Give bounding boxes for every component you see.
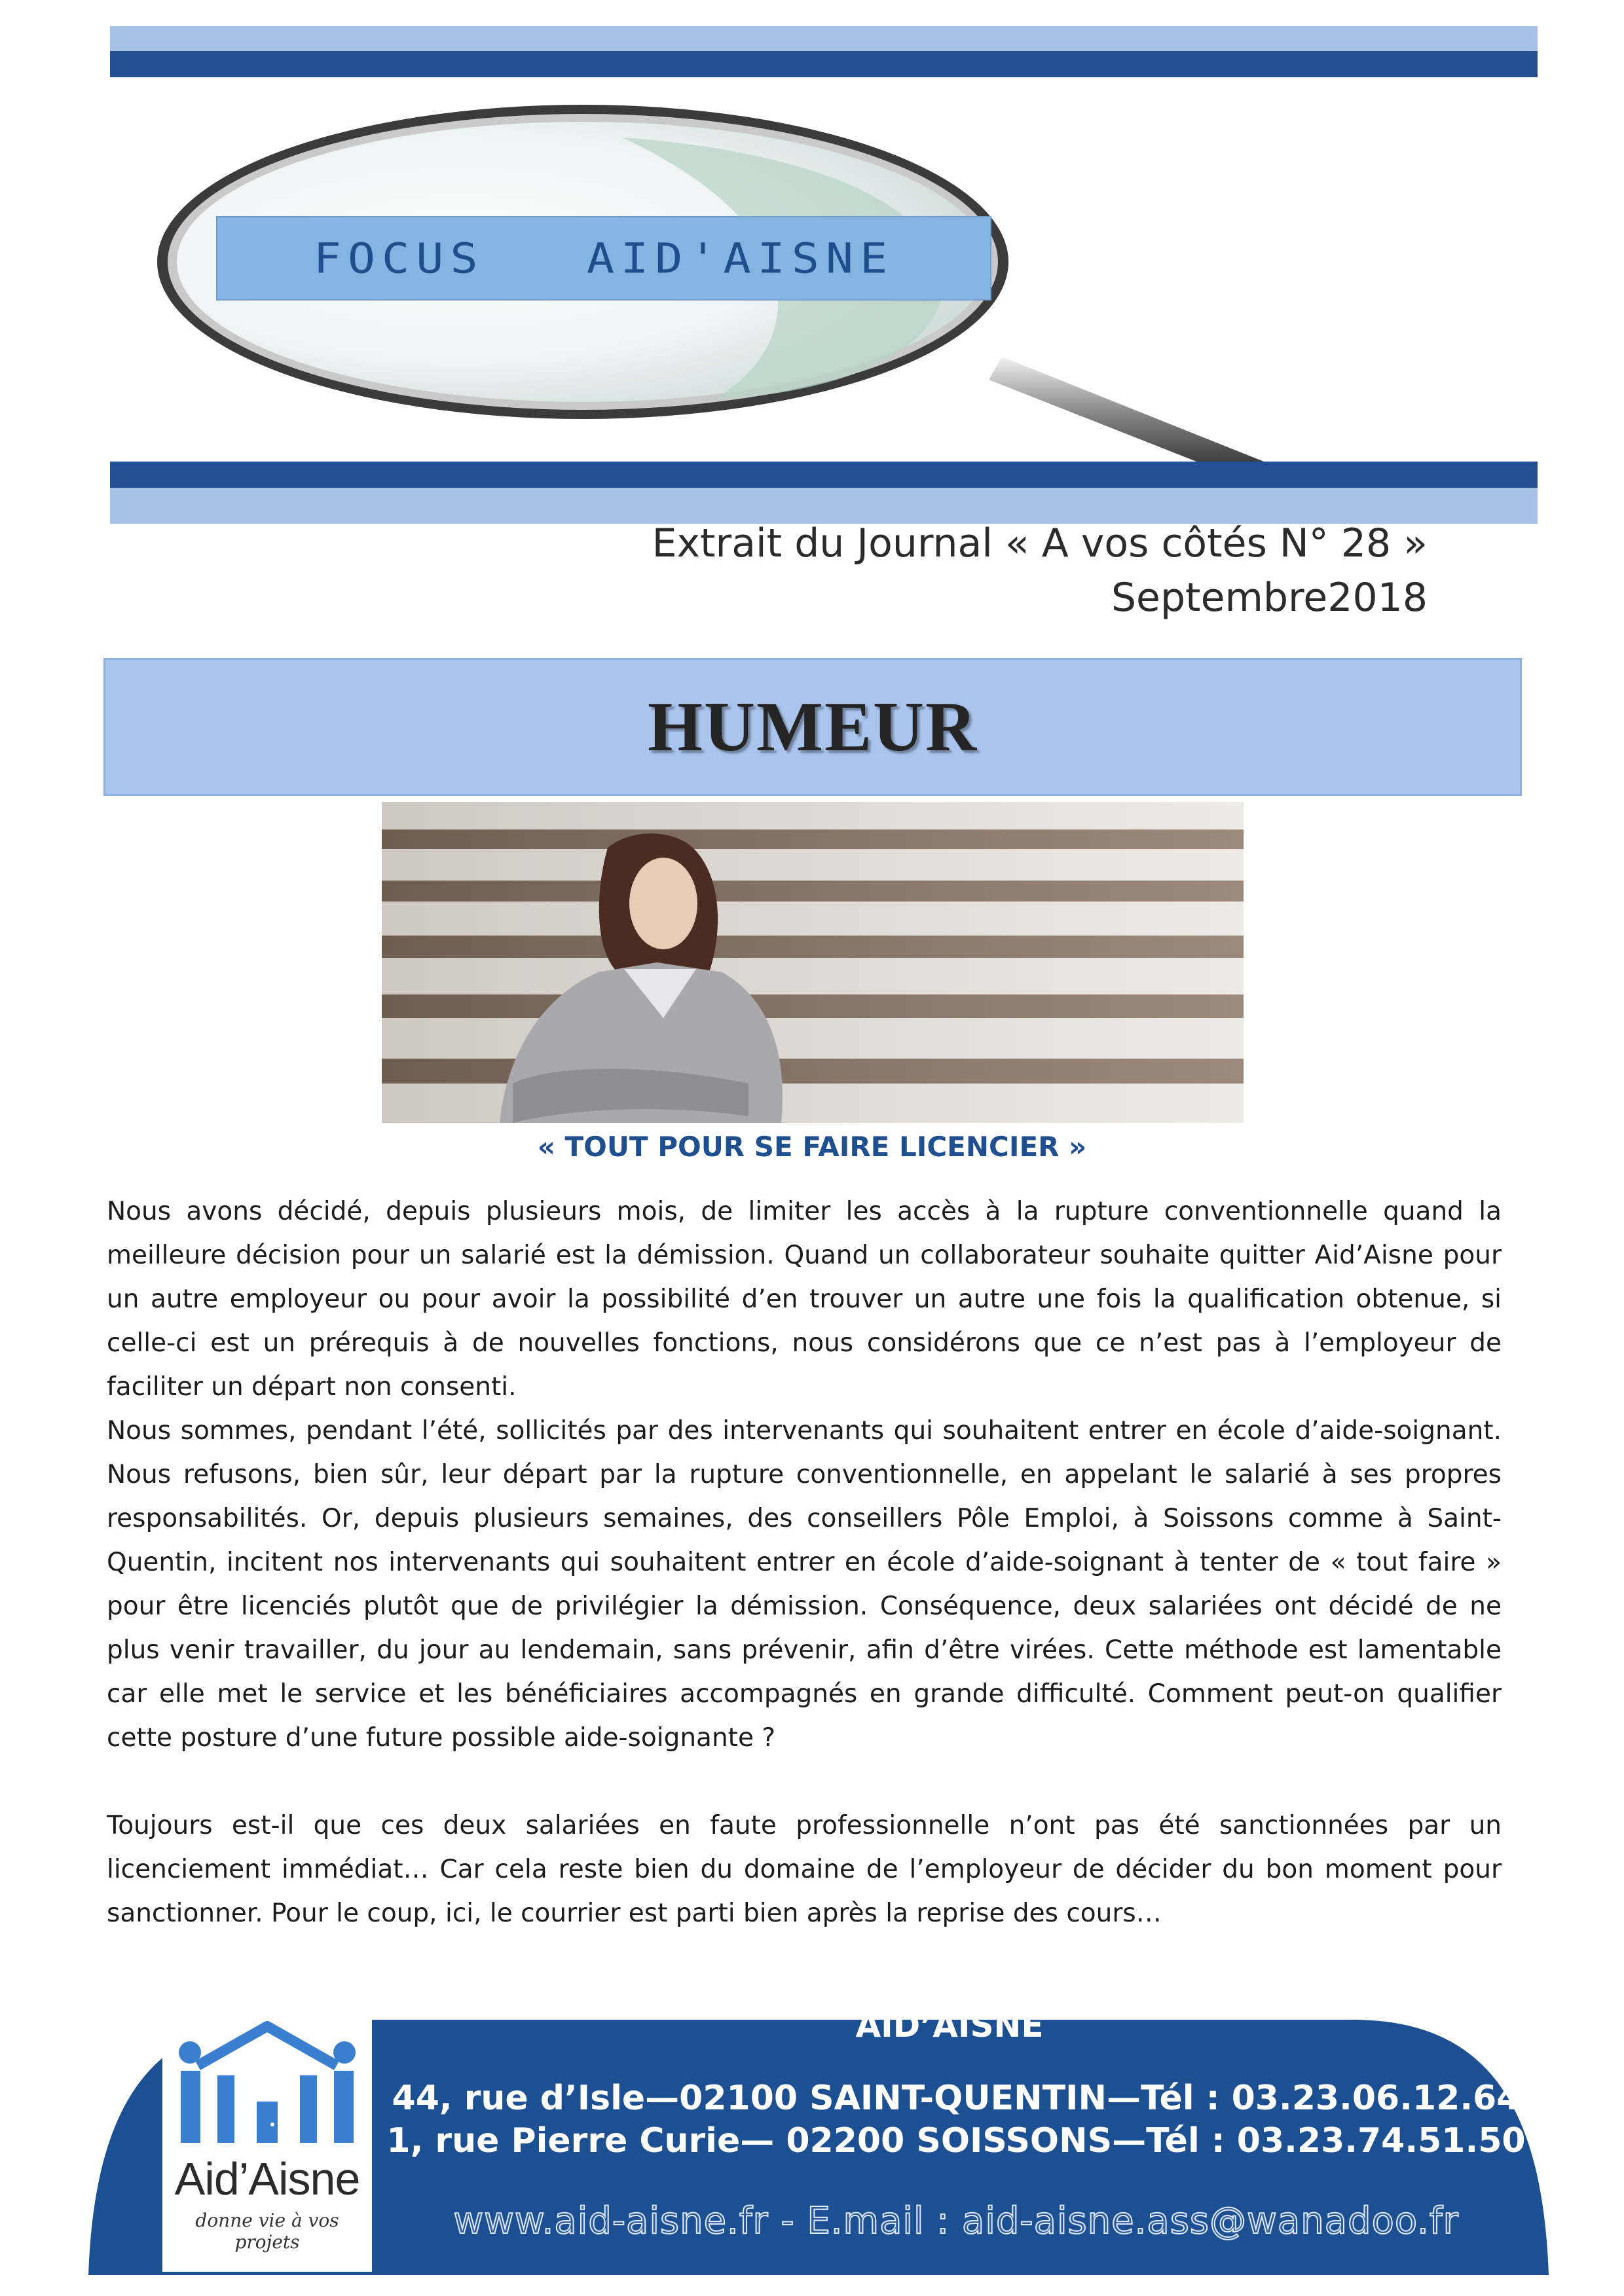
focus-banner-text: FOCUS AID'AISNE <box>313 234 895 283</box>
article-paragraph: Toujours est-il que ces deux salariées en faute professionnelle n’ont pas été sanctionnées par un licenciement immédiat… Car cela reste bien du domaine de l’employeur de décider du bon moment pour sanctionner. Pour le coup, ici, le courrier est parti bien après la reprise des cours… <box>107 1811 1502 1928</box>
header-stripe-top-dark <box>110 51 1538 77</box>
journal-date: Septembre2018 <box>1111 575 1428 621</box>
header-stripe-bottom-light <box>110 488 1538 524</box>
footer-address-saint-quentin: 44, rue d’Isle—02100 SAINT-QUENTIN—Tél : 03.23.06.12.64 <box>392 2079 1521 2118</box>
logo-tagline: donne vie à vos projets <box>195 2210 339 2253</box>
section-band <box>103 658 1522 796</box>
article-paragraph: Nous sommes, pendant l’été, sollicités par des intervenants qui souhaitent entrer en école d’aide-soignant. Nous refusons, bien sûr, leur départ par la rupture conventionnelle, en appelant le salarié à ses propres responsabilités. Or, depuis plusieurs semaines, des conseillers Pôle Emploi, à Soissons comme à Saint-Quentin, incitent nos intervenants qui souhaitent entrer en école d’aide-soignant à tenter de « tout faire » pour être licenciés plutôt que de privilégier la démission. Conséquence, deux salariées ont décidé de ne plus venir travailler, du jour au lendemain, sans prévenir, afin d’être virées. Cette méthode est lamentable car elle met le service et les bénéficiaires accompagnés en grande difficulté. Comment peut-on qualifier cette posture d’une future possible aide-soignante ? <box>107 1416 1502 1753</box>
logo-name: Aid’Aisne <box>174 2153 360 2204</box>
footer-web-email: www.aid-aisne.fr - E.mail : aid-aisne.ass@wanadoo.fr <box>453 2200 1459 2242</box>
article-paragraph: Nous avons décidé, depuis plusieurs mois, de limiter les accès à la rupture conventionnelle quand la meilleure décision pour un salarié est la démission. Quand un collaborateur souhaite quitter Aid’Aisne pour un autre employeur ou pour avoir la possibilité d’en trouver un autre une fois la qualification obtenue, si celle-ci est un prérequis à de nouvelles fonctions, nous considérons que ce n’est pas à l’employeur de faciliter un départ non consenti. <box>107 1197 1502 1402</box>
house-people-icon <box>172 2020 363 2151</box>
section-title: HUMEUR <box>648 687 978 766</box>
article-photo <box>382 802 1244 1123</box>
focus-banner <box>216 216 991 301</box>
header-stripe-bottom-dark <box>110 462 1538 488</box>
header-stripe-top-light <box>110 26 1538 51</box>
footer-org-name: AID’AISNE <box>855 2007 1044 2045</box>
article-body <box>107 1190 1502 1935</box>
footer-address-soissons: 1, rue Pierre Curie— 02200 SOISSONS—Tél : 03.23.74.51.50 <box>386 2121 1526 2160</box>
article-caption: « TOUT POUR SE FAIRE LICENCIER » <box>537 1131 1087 1163</box>
journal-title: Extrait du Journal « A vos côtés N° 28 » <box>652 520 1428 566</box>
